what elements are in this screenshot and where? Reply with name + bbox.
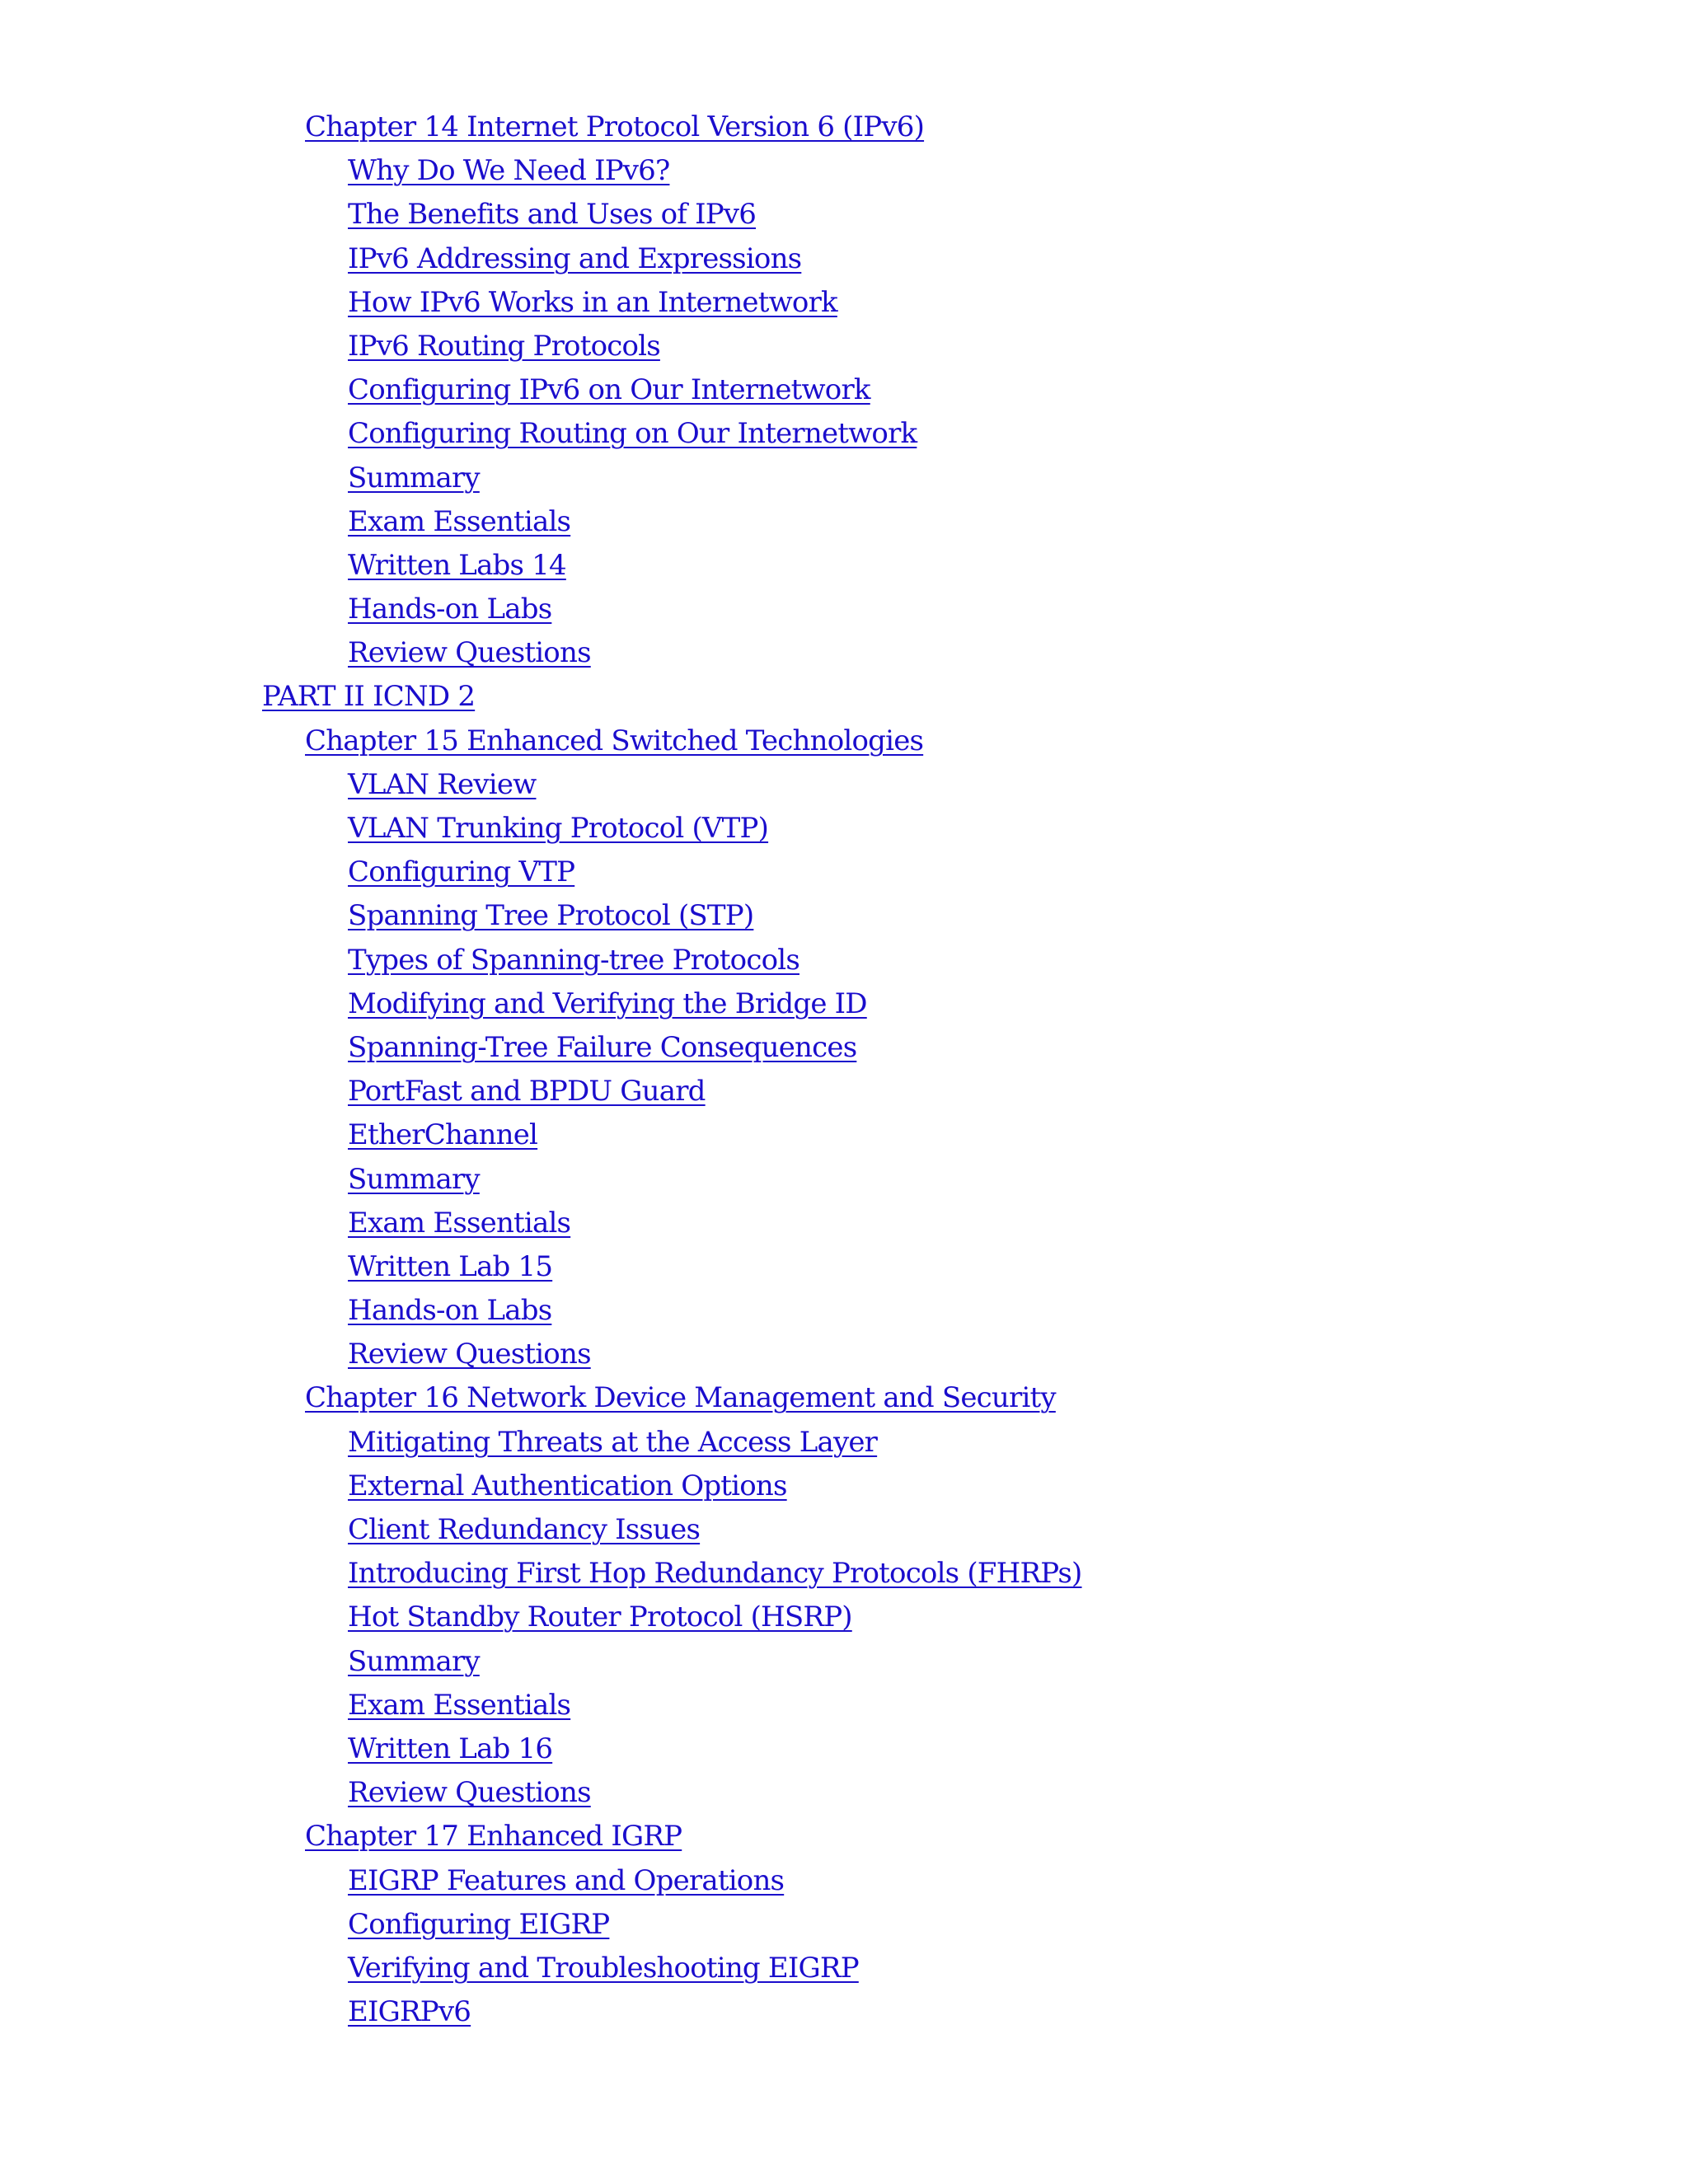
toc-section-entry xyxy=(0,1903,1688,1947)
toc-link[interactable]: Types of Spanning-tree Protocols xyxy=(348,943,799,977)
toc-section-entry xyxy=(0,325,1688,368)
toc-link[interactable]: IPv6 Addressing and Expressions xyxy=(348,241,802,275)
toc-section-entry xyxy=(0,1771,1688,1815)
toc-section-entry xyxy=(0,1333,1688,1376)
toc-link[interactable]: Written Lab 16 xyxy=(348,1732,553,1765)
toc-link[interactable]: Mitigating Threats at the Access Layer xyxy=(348,1425,878,1459)
toc-section-entry xyxy=(0,1727,1688,1771)
toc-section-entry xyxy=(0,588,1688,631)
toc-link[interactable]: The Benefits and Uses of IPv6 xyxy=(348,198,757,232)
toc-link[interactable]: Introducing First Hop Redundancy Protocols (FHRPs) xyxy=(348,1557,1082,1591)
toc-section-entry xyxy=(0,281,1688,325)
toc-link[interactable]: Spanning-Tree Failure Consequences xyxy=(348,1030,857,1064)
toc-section-entry xyxy=(0,1158,1688,1202)
toc-section-entry xyxy=(0,1990,1688,2034)
toc-link[interactable]: Review Questions xyxy=(348,1338,591,1371)
toc-section-entry xyxy=(0,1684,1688,1727)
toc-link[interactable]: EtherChannel xyxy=(348,1118,538,1152)
toc-link[interactable]: Why Do We Need IPv6? xyxy=(348,154,670,188)
toc-link[interactable]: VLAN Review xyxy=(348,767,537,801)
toc-link[interactable]: Exam Essentials xyxy=(348,1688,571,1722)
toc-section-entry xyxy=(0,1202,1688,1245)
toc-link[interactable]: Summary xyxy=(348,1644,480,1678)
toc-link[interactable]: Chapter 14 Internet Protocol Version 6 (IPv6) xyxy=(305,110,925,143)
toc-link[interactable]: Hands-on Labs xyxy=(348,593,552,626)
toc-link[interactable]: Chapter 15 Enhanced Switched Technologies xyxy=(305,724,924,757)
toc-section-entry xyxy=(0,1640,1688,1684)
toc-link[interactable]: Configuring Routing on Our Internetwork xyxy=(348,417,917,451)
toc-section-entry xyxy=(0,1070,1688,1113)
toc-link[interactable]: Written Lab 15 xyxy=(348,1249,553,1283)
toc-link[interactable]: Configuring EIGRP xyxy=(348,1907,610,1941)
toc-link[interactable]: VLAN Trunking Protocol (VTP) xyxy=(348,812,769,845)
toc-section-entry xyxy=(0,1596,1688,1639)
toc-section-entry xyxy=(0,1421,1688,1465)
toc-chapter-entry xyxy=(0,719,1688,763)
toc-section-entry xyxy=(0,457,1688,500)
toc-link[interactable]: Exam Essentials xyxy=(348,504,571,538)
toc-section-entry xyxy=(0,763,1688,807)
toc-link[interactable]: PART II ICND 2 xyxy=(262,680,476,714)
toc-link[interactable]: Hot Standby Router Protocol (HSRP) xyxy=(348,1601,852,1634)
toc-section-entry xyxy=(0,544,1688,588)
toc-link[interactable]: Chapter 16 Network Device Management and Security xyxy=(305,1381,1056,1415)
toc-link[interactable]: Exam Essentials xyxy=(348,1206,571,1240)
toc-section-entry xyxy=(0,1552,1688,1596)
toc-section-entry xyxy=(0,1859,1688,1903)
toc-link[interactable]: EIGRPv6 xyxy=(348,1995,471,2029)
toc-link[interactable]: EIGRP Features and Operations xyxy=(348,1863,785,1897)
toc-link[interactable]: Verifying and Troubleshooting EIGRP xyxy=(348,1951,859,1985)
toc-link[interactable]: Review Questions xyxy=(348,1776,591,1810)
toc-section-entry xyxy=(0,894,1688,938)
toc-link[interactable]: Configuring VTP xyxy=(348,855,575,889)
toc-section-entry xyxy=(0,1289,1688,1333)
toc-chapter-entry xyxy=(0,1376,1688,1420)
toc-link[interactable]: Summary xyxy=(348,461,480,494)
toc-link[interactable]: Spanning Tree Protocol (STP) xyxy=(348,899,754,933)
toc-link[interactable]: Chapter 17 Enhanced IGRP xyxy=(305,1820,682,1854)
toc-link[interactable]: Summary xyxy=(348,1162,480,1196)
toc-section-entry xyxy=(0,807,1688,851)
toc-link[interactable]: Written Labs 14 xyxy=(348,548,566,582)
toc-section-entry xyxy=(0,149,1688,193)
toc-section-entry xyxy=(0,412,1688,456)
toc-link[interactable]: Hands-on Labs xyxy=(348,1294,552,1328)
toc-link[interactable]: External Authentication Options xyxy=(348,1469,787,1502)
toc-section-entry xyxy=(0,1245,1688,1289)
toc-section-entry xyxy=(0,1465,1688,1508)
toc-section-entry xyxy=(0,939,1688,982)
toc-section-entry xyxy=(0,631,1688,675)
toc-part-entry xyxy=(0,675,1688,719)
toc-section-entry xyxy=(0,1508,1688,1552)
toc-section-entry xyxy=(0,1947,1688,1990)
toc-section-entry xyxy=(0,500,1688,544)
toc-chapter-entry xyxy=(0,1815,1688,1858)
toc-section-entry xyxy=(0,1113,1688,1157)
toc-section-entry xyxy=(0,368,1688,412)
table-of-contents xyxy=(0,105,1688,2034)
toc-section-entry xyxy=(0,982,1688,1026)
toc-link[interactable]: Modifying and Verifying the Bridge ID xyxy=(348,987,867,1020)
toc-link[interactable]: PortFast and BPDU Guard xyxy=(348,1075,706,1108)
toc-link[interactable]: Configuring IPv6 on Our Internetwork xyxy=(348,373,870,407)
toc-link[interactable]: How IPv6 Works in an Internetwork xyxy=(348,285,837,319)
toc-section-entry xyxy=(0,193,1688,237)
toc-section-entry xyxy=(0,851,1688,894)
toc-chapter-entry xyxy=(0,105,1688,149)
toc-link[interactable]: Client Redundancy Issues xyxy=(348,1513,701,1546)
toc-link[interactable]: Review Questions xyxy=(348,636,591,670)
toc-link[interactable]: IPv6 Routing Protocols xyxy=(348,329,660,363)
toc-section-entry xyxy=(0,1026,1688,1070)
toc-section-entry xyxy=(0,237,1688,281)
